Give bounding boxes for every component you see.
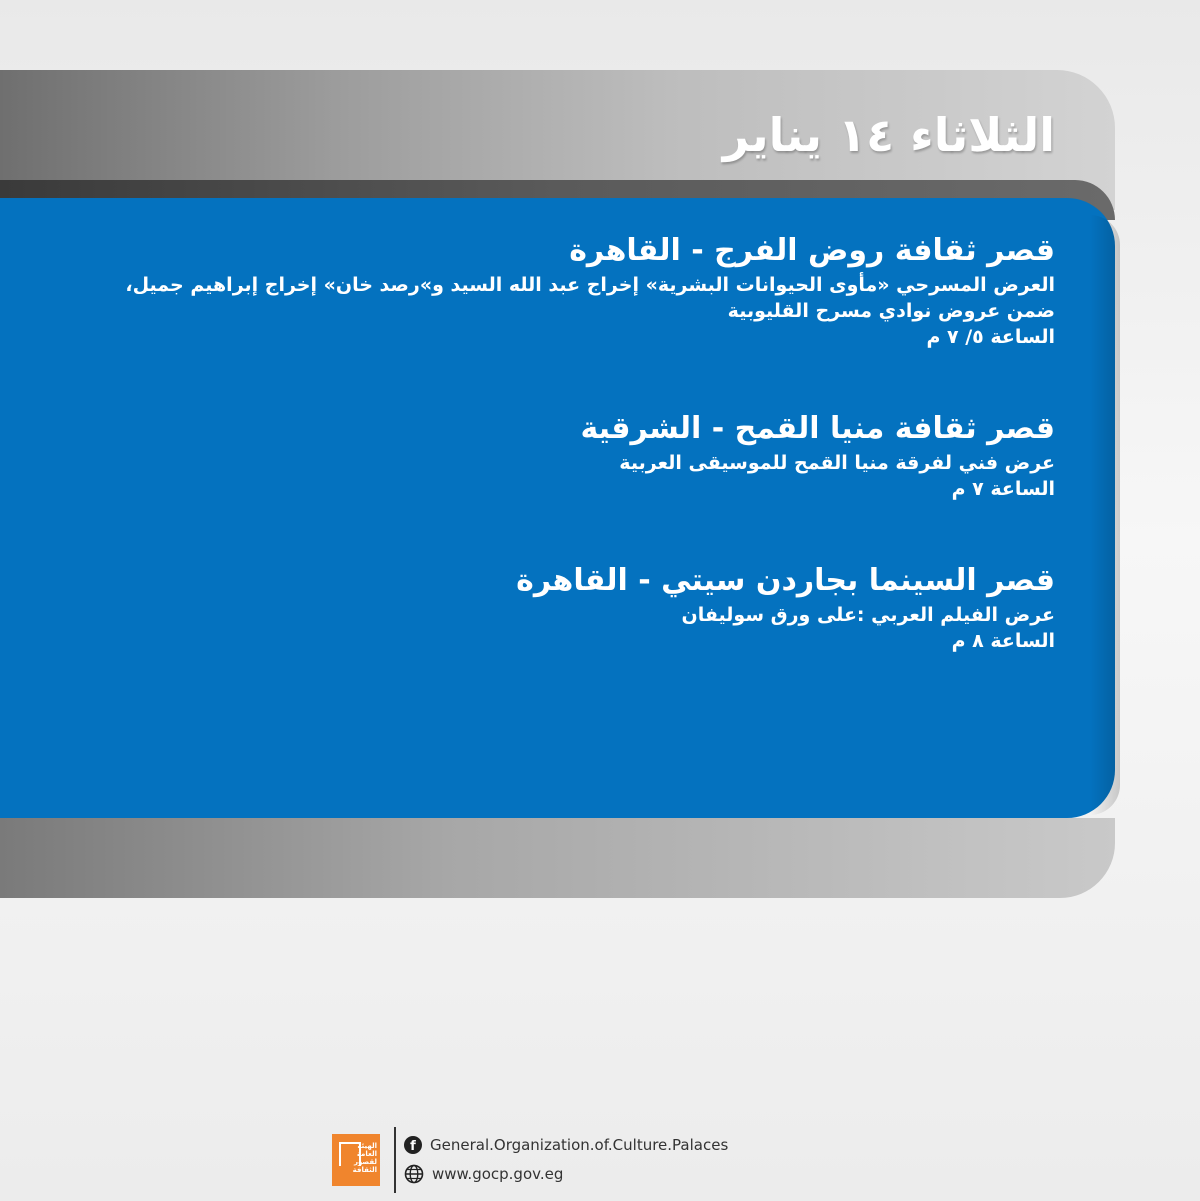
event-time: الساعة ٧ م	[951, 478, 1055, 500]
footer	[332, 1128, 728, 1192]
event-item	[55, 408, 1055, 502]
event-venue: قصر ثقافة روض الفرج - القاهرة	[569, 233, 1055, 268]
panel-shade	[1090, 215, 1120, 815]
day-title: الثلاثاء ١٤ يناير	[722, 108, 1055, 162]
event-time: الساعة ٨ م	[951, 630, 1055, 652]
event-description: عرض الفيلم العربي :على ورق سوليفان	[681, 604, 1055, 626]
footer-divider	[394, 1127, 396, 1193]
event-description: ضمن عروض نوادي مسرح القليوبية	[727, 300, 1055, 322]
event-item	[55, 230, 1055, 350]
footer-contacts	[404, 1136, 728, 1184]
logo-text: الهيئة العامة لقصور الثقافة	[352, 1142, 377, 1174]
facebook-icon: f	[404, 1136, 422, 1154]
event-item	[55, 560, 1055, 654]
facebook-row[interactable]	[404, 1136, 728, 1154]
facebook-page-link[interactable]: General.Organization.of.Culture.Palaces	[430, 1136, 729, 1154]
event-description: العرض المسرحي «مأوى الحيوانات البشرية» إخراج عبد الله السيد و»رصد خان» إخراج إبراهيم جميل،	[125, 274, 1055, 296]
organization-logo	[332, 1134, 380, 1186]
bottom-band	[0, 818, 1115, 898]
website-row[interactable]	[404, 1164, 728, 1184]
event-description: عرض فني لفرقة منيا القمح للموسيقى العربية	[619, 452, 1055, 474]
website-link[interactable]: www.gocp.gov.eg	[432, 1165, 564, 1183]
events-list	[55, 230, 1055, 712]
event-venue: قصر ثقافة منيا القمح - الشرقية	[580, 411, 1055, 446]
globe-icon	[404, 1164, 424, 1184]
event-time: الساعة ٥/ ٧ م	[926, 326, 1055, 348]
event-venue: قصر السينما بجاردن سيتي - القاهرة	[516, 563, 1055, 598]
